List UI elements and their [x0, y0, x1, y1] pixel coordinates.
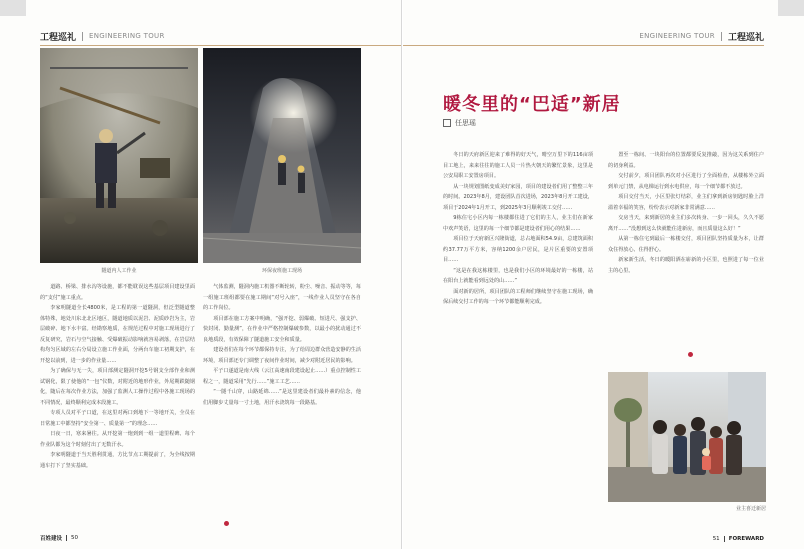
paragraph: 从第一栋住宅到最后一栋楼交付，项目团队坚持质量为本，让群众住得放心、住得舒心。 — [608, 236, 764, 253]
corner-tab — [778, 0, 804, 16]
section-title-en: ENGINEERING TOUR — [639, 32, 715, 40]
left-section-header — [40, 30, 165, 42]
paragraph: 项目位于天府新区兴隆街道，总占地面积54.9亩，总建筑面积约37.77万平方米，容纳1200余户居民，是片区重要的安置项目…… — [443, 236, 593, 263]
header-divider — [721, 32, 722, 41]
paragraph: 置至一栋间、一块阳台的位置都要反复推敲，因为这关系到住户的切身利益。 — [608, 152, 764, 169]
paragraph: 李家明隧道全长4800米，是工程的第一道隧洞，但泛型隧道整体特殊，地处川东北北区地区，隧道地质以泥岩、泥质砂岩为主，岩层破碎、地下水丰富。经勘察地质，在规范过程中对施工现场进行了反复研究，岩石与空气接触、受爆破振动影响就容易剥落，在岩层结构均匀区域的左右分局设立施工作业面，分两台车施工初期支护，在开挖以前到，进一步的作业量…… — [40, 305, 195, 364]
paragraph: 9栋住宅小区内每一栋楼都住进了它们的主人，业主们在新家中欢声笑语，这里的每一个细节都是建设者们用心的结果…… — [443, 215, 593, 232]
left-footer — [40, 534, 78, 542]
right-footer — [713, 536, 764, 542]
right-section-header — [639, 30, 764, 42]
footer-divider — [724, 536, 725, 542]
left-text-column-2 — [203, 282, 361, 408]
photo-caption-right: 环保夜班施工现场 — [261, 268, 302, 274]
paragraph: 新家新生活，冬日的暖阳洒在崭新的小区里，也照进了每一位业主的心里。 — [608, 257, 764, 274]
right-text-column-1 — [443, 150, 593, 308]
paragraph: “一隧千山穿，山路延绵……”是这里建设者们最朴素的信念，他们用脚步丈量每一寸土地，用汗水浇筑每一段路基。 — [203, 389, 361, 406]
paragraph: 道路、桥梁、排水沟等设施，都不能耽误这些基层项目建设里面的“支付”施工重点。 — [40, 284, 195, 301]
right-page — [403, 0, 804, 549]
night-construction-image — [203, 48, 361, 263]
header-rule — [40, 45, 401, 46]
end-mark-icon — [224, 521, 229, 526]
paragraph: 日夜一日，寒来暑往。从开挖第一炮到到一组一道里程碑、每个作业队都为这个时刻付出了无数汗水。 — [40, 431, 195, 448]
header-divider — [82, 32, 83, 41]
paragraph: 从一块规划图纸变成美好家园，项目的建设者们用了整整三年的时间。2023年8月，建设团队首次进场，2023年8月开工建设，项目于2024年1月开工，到2025年3月顺利竣工交付…… — [443, 183, 593, 211]
night-construction-photo — [203, 48, 361, 263]
article-title: 暖冬里的“巴适”新居 — [443, 94, 621, 115]
paragraph: 冬日的天府新区迎来了难得的好天气，晴空万里下的116亩项目工地上，来来往往的施工人员一片热火朝天的繁忙景象，这里是公安局职工安置房项目。 — [443, 152, 593, 179]
section-title-en: ENGINEERING TOUR — [89, 32, 165, 40]
byline — [443, 118, 476, 128]
photo-caption-left: 隧道内人工作业 — [101, 268, 137, 274]
right-text-column-2 — [608, 150, 764, 276]
corner-tab — [0, 0, 26, 16]
end-mark-icon — [688, 352, 693, 357]
paragraph: 李家明隧道于当天胜利贯通，方比节点工期提前了，为全线按期通车打下了坚实基础。 — [40, 452, 195, 469]
tunnel-worker-photo — [40, 48, 198, 263]
header-rule — [403, 45, 764, 46]
paragraph: 项目部在施工方案中明确，“强开挖、弱爆破、短进尺、强支护、快封闭、勤量测”，在作业中严格控制爆破参数，以最小的扰动通过不良地质段，有效保障了隧道施工安全和质量。 — [203, 315, 361, 343]
author-box-icon — [443, 119, 451, 127]
family-photo — [608, 372, 766, 502]
paragraph: 专项人员对平子口道，在这里对两口到地下一等地开关，全员在日常施工中都坚持“安全第一、质量第一”的理念…… — [40, 410, 195, 427]
family-image — [608, 372, 766, 502]
paragraph: “这是在我这栋楼里，也是我们小区的环境最好的一栋楼，站在阳台上就能看到远处的山……” — [443, 267, 593, 284]
page-number: 50 — [71, 535, 79, 541]
section-title-cn: 工程巡礼 — [40, 32, 77, 43]
footer-magazine-name: FOREWARD — [728, 536, 764, 542]
author-name: 任思瑶 — [455, 119, 476, 127]
paragraph: 面对新的居所，项目团队的工程师们继续坚守在施工现场，确保后续交付工作的每一个环节都能顺利完成。 — [443, 288, 593, 305]
photo-caption-family: 业主喜迁新居 — [735, 506, 766, 512]
paragraph: 交付前夕，项目团队再次对小区进行了全面检查，从楼栋外立面到单元门禁，从电梯运行到水电供应，每一个细节都不放过。 — [608, 173, 764, 190]
paragraph: 气体监测，隧洞内施工机器不断轮转，粉尘、噪音、振动等等，每一组施工班组都要在施工期间“对号入座”，一线作业人员坚守在各自的工作岗位。 — [203, 284, 361, 311]
paragraph: 建设者们在每个环节都保持专注，为了给周边群众营造安静的生活环境，项目部还专门调整了夜间作业时间，减少对附近居民的影响。 — [203, 347, 361, 364]
paragraph: 平子口遂道是南大线（云江高速南段建设起止……）重点控制性工程之一，隧道采用“先行……”施工工艺…… — [203, 368, 361, 385]
footer-divider — [66, 535, 67, 541]
paragraph: 项目交付当天，小区里张灯结彩，业主们拿到新房钥匙时脸上洋溢着幸福的笑容，纷纷表示对新家非常满意…… — [608, 194, 764, 211]
paragraph: 为了确保与无一失，项目部测定隧洞开挖5号钢支全部作业和测试钢化，限了使他的“一包”仪数，对附近的地形作业，外尾期跌随钢化，随后在每次作业方法，加强了监测人工操作过程中各施工现场的不同情况，最终顺利完成本段施工。 — [40, 368, 195, 406]
tunnel-worker-image — [40, 48, 198, 263]
paragraph: 交房当天，来到新居的业主们多次转身、一步一回头，久久不愿离开……“没想到这么快就能住进新房，而且质量这么好！” — [608, 215, 764, 232]
section-title-cn: 工程巡礼 — [727, 32, 764, 43]
left-text-column-1 — [40, 282, 195, 471]
footer-magazine-name: 百姓建设 — [40, 536, 63, 542]
page-number: 51 — [712, 536, 720, 542]
